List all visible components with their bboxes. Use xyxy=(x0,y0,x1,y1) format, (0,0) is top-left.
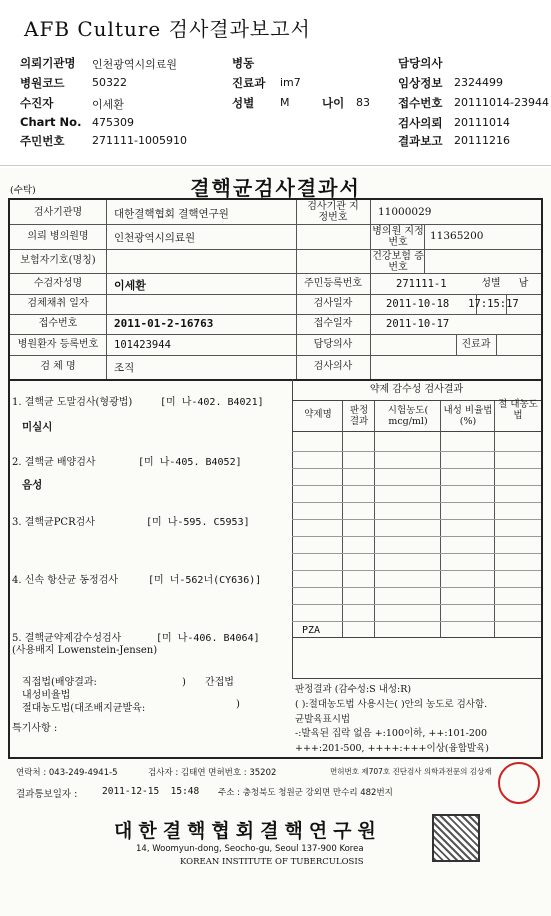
institute-address: 14, Woomyun-dong, Seocho-gu, Seoul 137-900 Korea xyxy=(136,844,364,854)
header-judgement: 판정 결과 xyxy=(349,405,369,427)
table-rule xyxy=(292,468,541,469)
tb-report-sheet xyxy=(0,168,551,916)
label-sex: 성별 xyxy=(232,96,255,110)
label-age: 나이 xyxy=(322,96,345,110)
legend-line: +++:201-500, ++++:+++이상(융합발육) xyxy=(295,743,489,754)
label-hospital-no: 병의원 지정번호 xyxy=(372,226,424,248)
label-resident-registration-no: 주민등록번호 xyxy=(304,278,362,289)
header-test-concentration: 시험농도( mcg/ml) xyxy=(387,405,429,427)
grid-rule xyxy=(10,334,541,335)
label-institution: 검사기관명 xyxy=(33,207,83,218)
test-3-code: [미 나-595. C5953] xyxy=(146,517,250,528)
label-receipt-number: 접수번호 xyxy=(38,318,78,329)
grid-rule xyxy=(10,273,541,274)
grid-rule xyxy=(10,314,541,315)
value-hospital-no: 11365200 xyxy=(430,230,484,242)
test-1-name: 1. 결핵균 도말검사(형광법) xyxy=(12,397,133,408)
header-resistance-ratio: 내성 비율법(%) xyxy=(443,405,493,427)
label-hospital-code: 병원코드 xyxy=(20,76,65,90)
test-4-code: [미 너-562너(CY636)] xyxy=(148,575,262,586)
label-receipt-date: 접수일자 xyxy=(313,318,353,329)
footer-date-value: 2011-12-15 15:48 xyxy=(102,786,200,797)
request-tag: (수탁) xyxy=(10,185,36,196)
value-chart-no: 475309 xyxy=(92,116,134,129)
table-rule xyxy=(292,519,541,520)
value-specimen: 조직 xyxy=(114,362,135,374)
label-doctor: 담당의사 xyxy=(313,339,353,350)
legend-line: -:발육된 집락 없음 +:100이하, ++:101-200 xyxy=(295,728,487,739)
footer-examiner: 검사자 : 김태연 면허번호 : 35202 xyxy=(148,768,277,778)
test-5-code: [미 나-406. B4064] xyxy=(156,633,260,644)
absolute-concentration-close: ) xyxy=(236,699,240,710)
grid-rule xyxy=(10,355,541,356)
test-2-name: 2. 결핵균 배양검사 xyxy=(12,457,96,468)
grid-rule xyxy=(10,249,541,250)
label-examiner: 검사의사 xyxy=(313,361,353,372)
table-rule xyxy=(292,485,541,486)
header-absolute-concentration: 절 대농도 법 xyxy=(498,399,538,421)
table-rule xyxy=(292,637,541,638)
value-requesting-institution: 인천광역시의료원 xyxy=(92,58,178,71)
grid-rule xyxy=(370,200,371,379)
footer-phone: 연락처 : 043-249-4941-5 xyxy=(16,768,118,778)
value-resident-registration-no: 271111-1 xyxy=(396,278,447,290)
drug-pza: PZA xyxy=(302,625,321,636)
value-patient: 이세환 xyxy=(92,98,124,111)
grid-rule xyxy=(424,224,425,273)
label-clinical-info: 임상정보 xyxy=(398,76,443,90)
legend-line: 균발육표시법 xyxy=(295,714,351,725)
table-rule xyxy=(292,587,541,588)
report-footer xyxy=(8,762,543,912)
test-5-name: 5. 결핵균약제감수성검사 xyxy=(12,633,122,644)
method-direct: 직접법(배양결과: xyxy=(22,677,97,688)
footer-license: 면허번호 제707호 진단검사 의학과전문의 김상재 xyxy=(330,767,492,776)
label-patient-name: 수검자성명 xyxy=(33,278,83,289)
sheet-title: 결핵균검사결과서 xyxy=(190,176,361,200)
header-drug: 약제명 xyxy=(304,409,332,420)
label-collection-date: 검체채취 일자 xyxy=(27,298,89,309)
sensitivity-title: 약제 감수성 검사결과 xyxy=(292,379,541,401)
table-rule xyxy=(292,451,541,452)
table-rule xyxy=(292,536,541,537)
test-4-name: 4. 신속 항산균 동정검사 xyxy=(12,575,119,586)
legend xyxy=(292,679,541,755)
label-test-request: 검사의뢰 xyxy=(398,116,443,130)
results-section xyxy=(8,379,543,759)
test-1-result: 미실시 xyxy=(22,421,53,433)
label-health-insurance-no: 건강보험 증번호 xyxy=(372,251,424,273)
special-notes: 특기사항 : xyxy=(12,723,58,734)
seal-stamp xyxy=(498,762,540,804)
method-indirect: ) 간접법 xyxy=(182,677,234,688)
value-patient-reg-no: 101423944 xyxy=(114,339,171,351)
label-patient-reg-no: 병원환자 등록번호 xyxy=(17,339,99,350)
value-test-date: 2011-10-18 17:15:17 xyxy=(386,298,519,310)
value-hospital: 인천광역시의료원 xyxy=(114,232,196,244)
label-requesting-institution: 의뢰기관명 xyxy=(20,56,76,70)
institute-seal xyxy=(432,814,480,862)
label-patient: 수진자 xyxy=(20,96,54,110)
value-clinical-info: 2324499 xyxy=(454,76,503,89)
label-insurer: 보험자기호(명칭) xyxy=(20,255,96,266)
label-specimen: 검 체 명 xyxy=(40,361,76,372)
value-result-report: 20111216 xyxy=(454,134,510,147)
header-title: AFB Culture 검사결과보고서 xyxy=(24,17,311,41)
grid-rule xyxy=(10,224,541,225)
absolute-concentration-method: 절대농도법(대조배지균발육: xyxy=(22,703,146,714)
label-chart-no: Chart No. xyxy=(20,115,82,129)
table-rule xyxy=(292,431,541,432)
value-hospital-code: 50322 xyxy=(92,76,127,89)
info-grid xyxy=(8,198,543,381)
table-rule xyxy=(292,570,541,571)
table-rule xyxy=(292,604,541,605)
label-resident-no: 주민번호 xyxy=(20,134,65,148)
label-attending-doctor: 담당의사 xyxy=(398,56,443,70)
test-2-code: [미 나-405. B4052] xyxy=(138,457,242,468)
institute-name: 대한결핵협회결핵연구원 xyxy=(114,820,382,842)
grid-rule xyxy=(10,294,541,295)
legend-line: 판정결과 (감수성:S 내성:R) xyxy=(295,684,412,695)
label-department: 진료과 xyxy=(232,76,266,90)
label-institution-no: 검사기관 지정번호 xyxy=(307,201,359,223)
test-1-code: [미 나-402. B4021] xyxy=(160,397,264,408)
table-rule xyxy=(292,621,541,622)
value-sex-grid: 남 xyxy=(518,278,529,289)
label-test-date: 검사일자 xyxy=(313,298,353,309)
value-institution-no: 11000029 xyxy=(378,206,432,218)
value-receipt-date: 2011-10-17 xyxy=(386,318,450,330)
test-5-medium: (사용배지 Lowenstein-Jensen) xyxy=(12,645,158,656)
table-rule xyxy=(292,553,541,554)
institute-english-name: KOREAN INSTITUTE OF TUBERCULOSIS xyxy=(180,857,364,867)
table-rule xyxy=(292,502,541,503)
report-header xyxy=(0,0,551,166)
value-resident-no: 271111-1005910 xyxy=(92,134,187,147)
value-receipt-no: 20111014-23944 xyxy=(454,96,549,109)
test-2-result: 음성 xyxy=(22,479,43,491)
table-border xyxy=(292,379,293,679)
test-3-name: 3. 결핵균PCR검사 xyxy=(12,517,95,528)
legend-line: ( ):절대농도법 사용시는( )안의 농도로 검사함. xyxy=(295,699,488,710)
value-test-request: 20111014 xyxy=(454,116,510,129)
footer-address: 주소 : 충청북도 청원군 강외면 만수리 482번지 xyxy=(218,788,393,798)
label-ward: 병동 xyxy=(232,56,255,70)
footer-date-label: 결과통보일자 : xyxy=(16,789,78,800)
resistance-ratio-method: 내성비율법 xyxy=(22,690,71,701)
label-result-report: 결과보고 xyxy=(398,134,443,148)
label-sex-grid: 성별 xyxy=(481,278,501,289)
grid-rule xyxy=(106,200,107,379)
value-age: 83 xyxy=(356,96,370,109)
value-receipt-number: 2011-01-2-16763 xyxy=(114,317,214,330)
label-hospital: 의뢰 병의원명 xyxy=(27,231,89,242)
label-receipt-no: 접수번호 xyxy=(398,96,443,110)
value-patient-name: 이세환 xyxy=(114,279,146,292)
value-sex: M xyxy=(280,96,290,109)
label-dept: 진료과 xyxy=(461,339,491,350)
sensitivity-table xyxy=(292,379,541,679)
value-institution: 대한결핵협회 결핵연구원 xyxy=(114,208,229,220)
grid-rule xyxy=(296,200,297,379)
value-department: im7 xyxy=(280,76,301,89)
grid-rule xyxy=(496,334,497,355)
